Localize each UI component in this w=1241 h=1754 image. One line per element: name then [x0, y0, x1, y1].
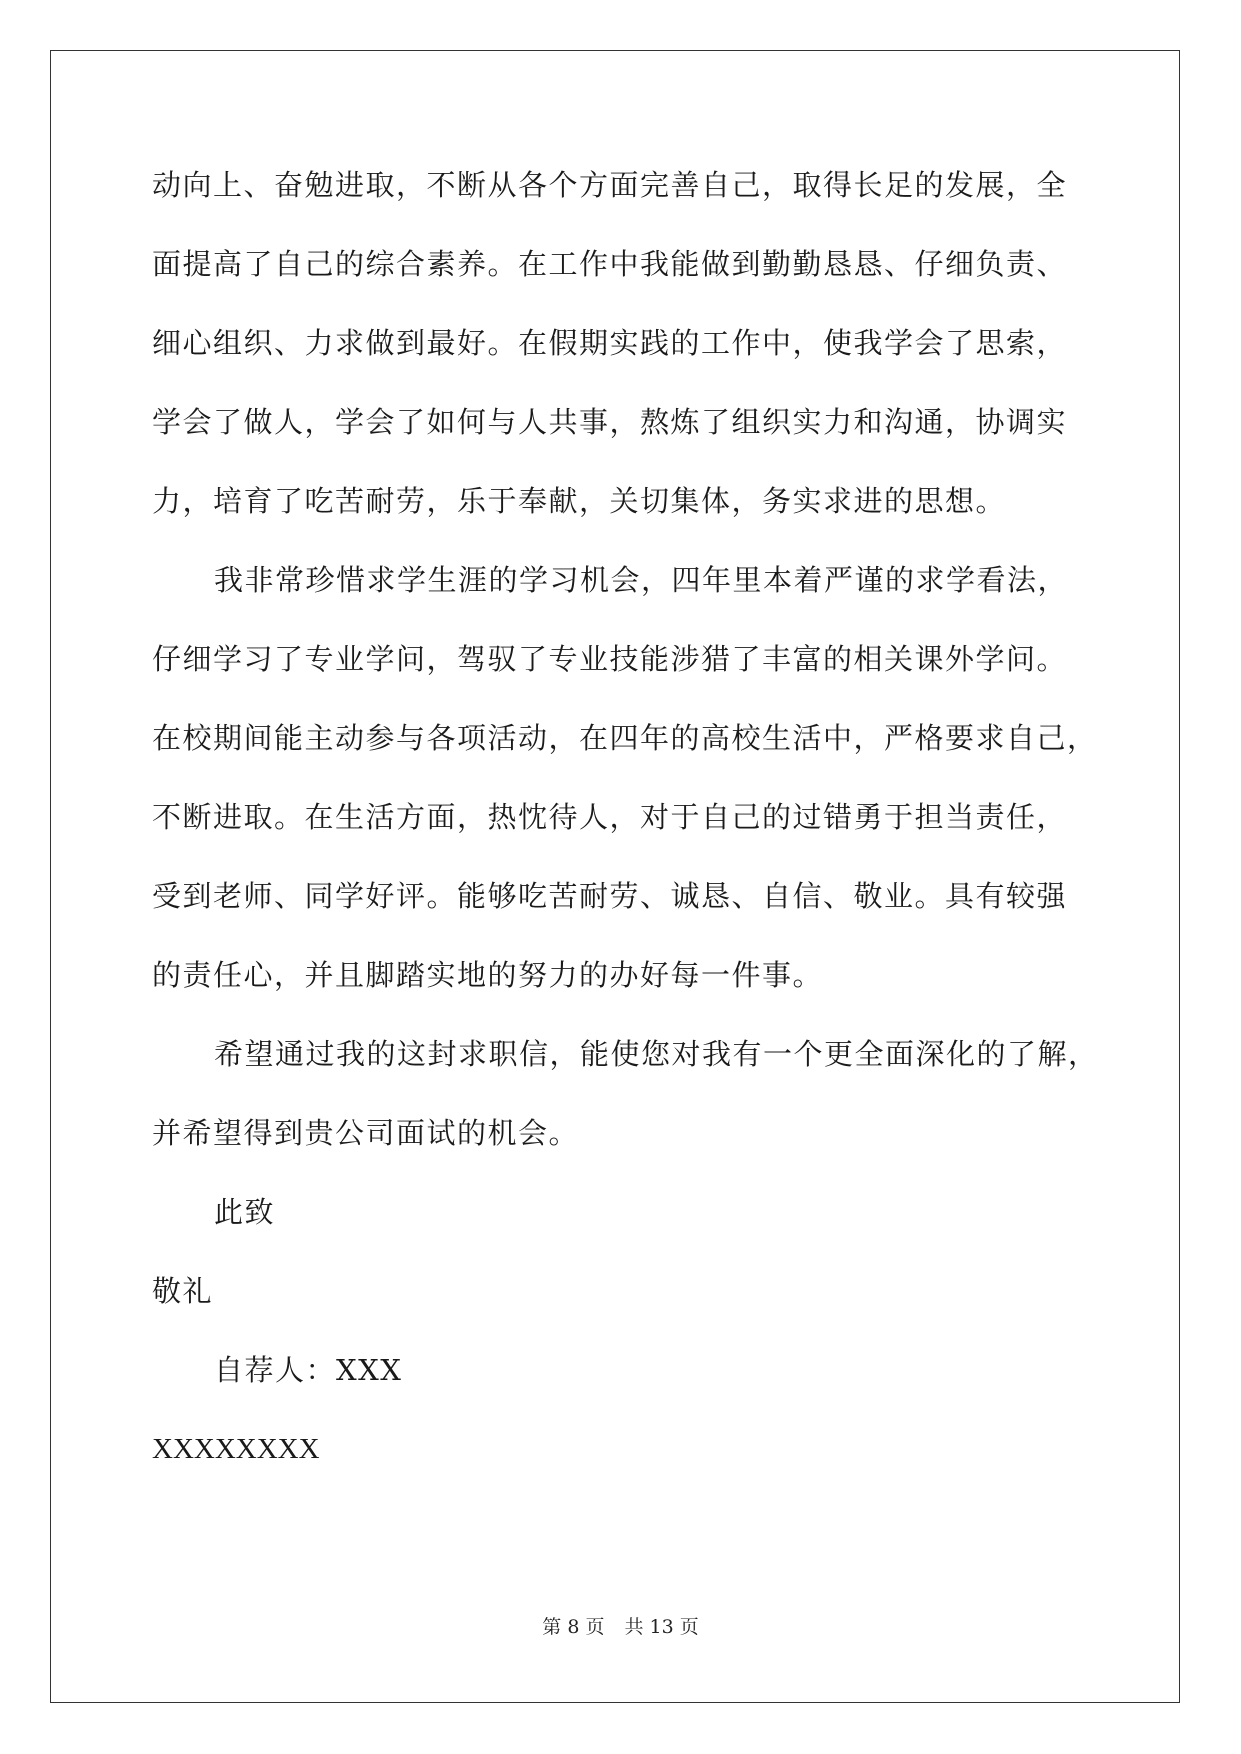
page-number: 第 8 页	[542, 1616, 605, 1638]
text-line: 细心组织、力求做到最好。在假期实践的工作中，使我学会了思索，	[152, 326, 1068, 360]
date: XXXXXXXX	[152, 1433, 320, 1465]
text-line: 在校期间能主动参与各项活动，在四年的高校生活中，严格要求自己，	[152, 721, 1098, 755]
text-line: 我非常珍惜求学生涯的学习机会，四年里本着严谨的求学看法，	[214, 563, 1069, 597]
text-line: 面提高了自己的综合素养。在工作中我能做到勤勤恳恳、仔细负责、	[152, 247, 1068, 281]
text-line: 的责任心，并且脚踏实地的努力的办好每一件事。	[152, 958, 824, 992]
text-line: 并希望得到贵公司面试的机会。	[152, 1116, 580, 1150]
text-line: 不断进取。在生活方面，热忱待人，对于自己的过错勇于担当责任，	[152, 800, 1068, 834]
text-line: 动向上、奋勉进取，不断从各个方面完善自己，取得长足的发展，全	[152, 168, 1068, 202]
signature: 自荐人：XXX	[214, 1353, 403, 1387]
text-line: 希望通过我的这封求职信，能使您对我有一个更全面深化的了解，	[214, 1037, 1099, 1071]
salutation: 敬礼	[152, 1274, 214, 1308]
page-total: 共 13 页	[624, 1616, 699, 1638]
closing: 此致	[214, 1195, 276, 1229]
text-line: 受到老师、同学好评。能够吃苦耐劳、诚恳、自信、敬业。具有较强	[152, 879, 1068, 913]
text-line: 学会了做人，学会了如何与人共事，熬炼了组织实力和沟通，协调实	[152, 405, 1068, 439]
page-footer	[0, 1612, 1241, 1639]
text-line: 力，培育了吃苦耐劳，乐于奉献，关切集体，务实求进的思想。	[152, 484, 1007, 518]
text-line: 仔细学习了专业学问，驾驭了专业技能涉猎了丰富的相关课外学问。	[152, 642, 1068, 676]
